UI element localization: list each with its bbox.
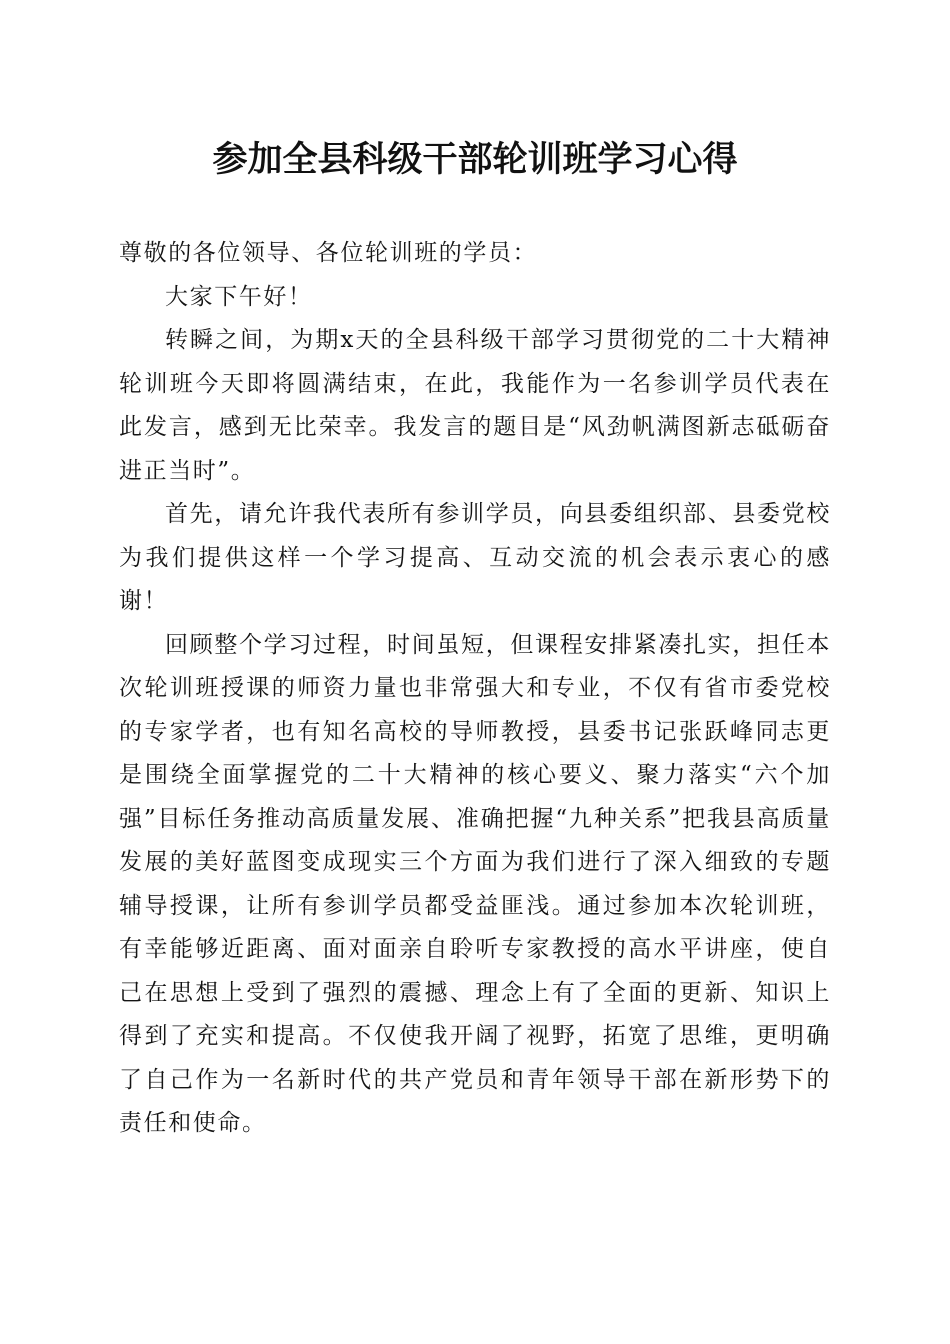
paragraph-review: 回顾整个学习过程，时间虽短，但课程安排紧凑扎实，担任本次轮训班授课的师资力量也非常强大和专业，不仅有省市委党校的专家学者，也有知名高校的导师教授，县委书记张跃峰同志更是围绕全面掌握党的二十大精神的核心要义、聚力落实“六个加强”目标任务推动高质量发展、准确把握“九种关系”把我县高质量发展的美好蓝图变成现实三个方面为我们进行了深入细致的专题辅导授课，让所有参训学员都受益匪浅。通过参加本次轮训班，有幸能够近距离、面对面亲自聆听专家教授的高水平讲座，使自己在思想上受到了强烈的震撼、理念上有了全面的更新、知识上得到了充实和提高。不仅使我开阔了视野，拓宽了思维，更明确了自己作为一名新时代的共产党员和青年领导干部在新形势下的责任和使命。 — [119, 631, 831, 1136]
greeting: 大家下午好！ — [165, 283, 313, 310]
document-title: 参加全县科级干部轮训班学习心得 — [212, 139, 738, 180]
salutation: 尊敬的各位领导、各位轮训班的学员： — [119, 240, 538, 266]
document-body — [119, 232, 831, 1146]
paragraph-opening: 转瞬之间，为期x天的全县科级干部学习贯彻党的二十大精神轮训班今天即将圆满结束，在此，我能作为一名参训学员代表在此发言，感到无比荣幸。我发言的题目是“风劲帆满图新志砥砺奋进正当时”。 — [119, 327, 831, 484]
paragraph-thanks: 首先，请允许我代表所有参训学员，向县委组织部、县委党校为我们提供这样一个学习提高、互动交流的机会表示衷心的感谢！ — [119, 501, 831, 614]
